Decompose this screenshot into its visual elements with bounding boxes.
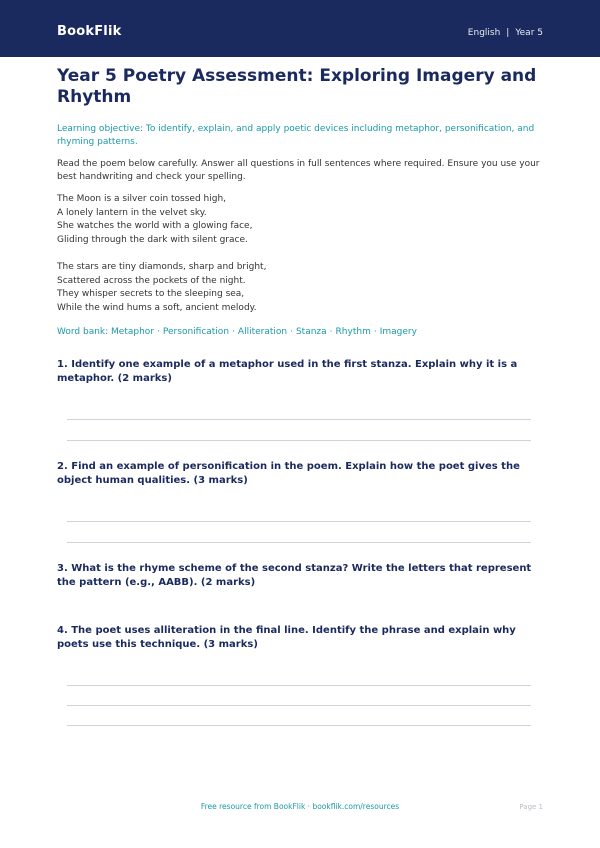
word-bank-separator: · [373,327,377,337]
question-2: 2. Find an example of personification in the poem. Explain how the poet gives the object human qualities. (3 marks) [57,461,520,486]
poem-stanza-1 [57,193,547,247]
brand-logo-text[interactable]: BookFlik [57,24,122,39]
answer-line-q1[interactable] [67,440,531,441]
word-bank-separator: · [329,327,333,337]
word-bank [57,327,417,337]
word-bank-term: Metaphor [111,327,155,337]
question-4: 4. The poet uses alliteration in the final line. Identify the phrase and explain why poets use this technique. (3 marks) [57,625,516,650]
poem-line: Scattered across the pockets of the night. [57,275,246,286]
word-bank-separator: · [290,327,293,337]
word-bank-separator: · [157,327,160,337]
year-label: Year 5 [515,28,543,38]
meta-separator: | [506,28,510,38]
poem-line: The stars are tiny diamonds, sharp and bright, [57,262,267,272]
word-bank-term: Stanza [295,327,327,337]
word-bank-separator: · [232,327,235,337]
poem-line: They whisper secrets to the sleeping sea, [57,289,245,299]
footer-resource-link[interactable]: Free resource from BookFlik · bookflik.com/resources [200,802,400,811]
poem-line: A lonely lantern in the velvet sky. [57,207,207,218]
site-header [0,0,600,57]
answer-line-q1[interactable] [67,419,531,420]
instructions-text: Read the poem below carefully. Answer all questions in full sentences where required. Ensure you use your best handwriting and check your spelling. [57,159,540,182]
poem-line: Gliding through the dark with silent grace. [57,234,248,245]
subject-label: English [467,28,501,38]
poem-line: While the wind hums a soft, ancient melody. [57,302,257,313]
answer-line-q4[interactable] [67,705,531,706]
answer-line-q4[interactable] [67,725,531,726]
poem-line: She watches the world with a glowing face, [57,221,253,231]
word-bank-term: Rhythm [335,327,371,337]
page-title: Year 5 Poetry Assessment: Exploring Imagery and Rhythm [57,66,537,107]
word-bank-term: Personification [162,327,230,337]
question-3: 3. What is the rhyme scheme of the second stanza? Write the letters that represent the pattern (e.g., AABB). (2 marks) [57,563,532,588]
question-1: 1. Identify one example of a metaphor used in the first stanza. Explain why it is a metaphor. (2 marks) [57,359,518,384]
page-number: Page 1 [519,803,543,811]
word-bank-label: Word bank: [57,327,109,337]
poem-line: The Moon is a silver coin tossed high, [57,194,227,204]
poem-stanza-2 [57,261,547,315]
header-meta [468,28,543,38]
word-bank-term: Alliteration [237,327,288,337]
answer-line-q4[interactable] [67,685,531,686]
answer-line-q2[interactable] [67,542,531,543]
answer-line-q2[interactable] [67,521,531,522]
word-bank-term: Imagery [379,327,417,337]
learning-objective: Learning objective: To identify, explain, and apply poetic devices including metaphor, personification, and rhyming patterns. [57,124,535,147]
